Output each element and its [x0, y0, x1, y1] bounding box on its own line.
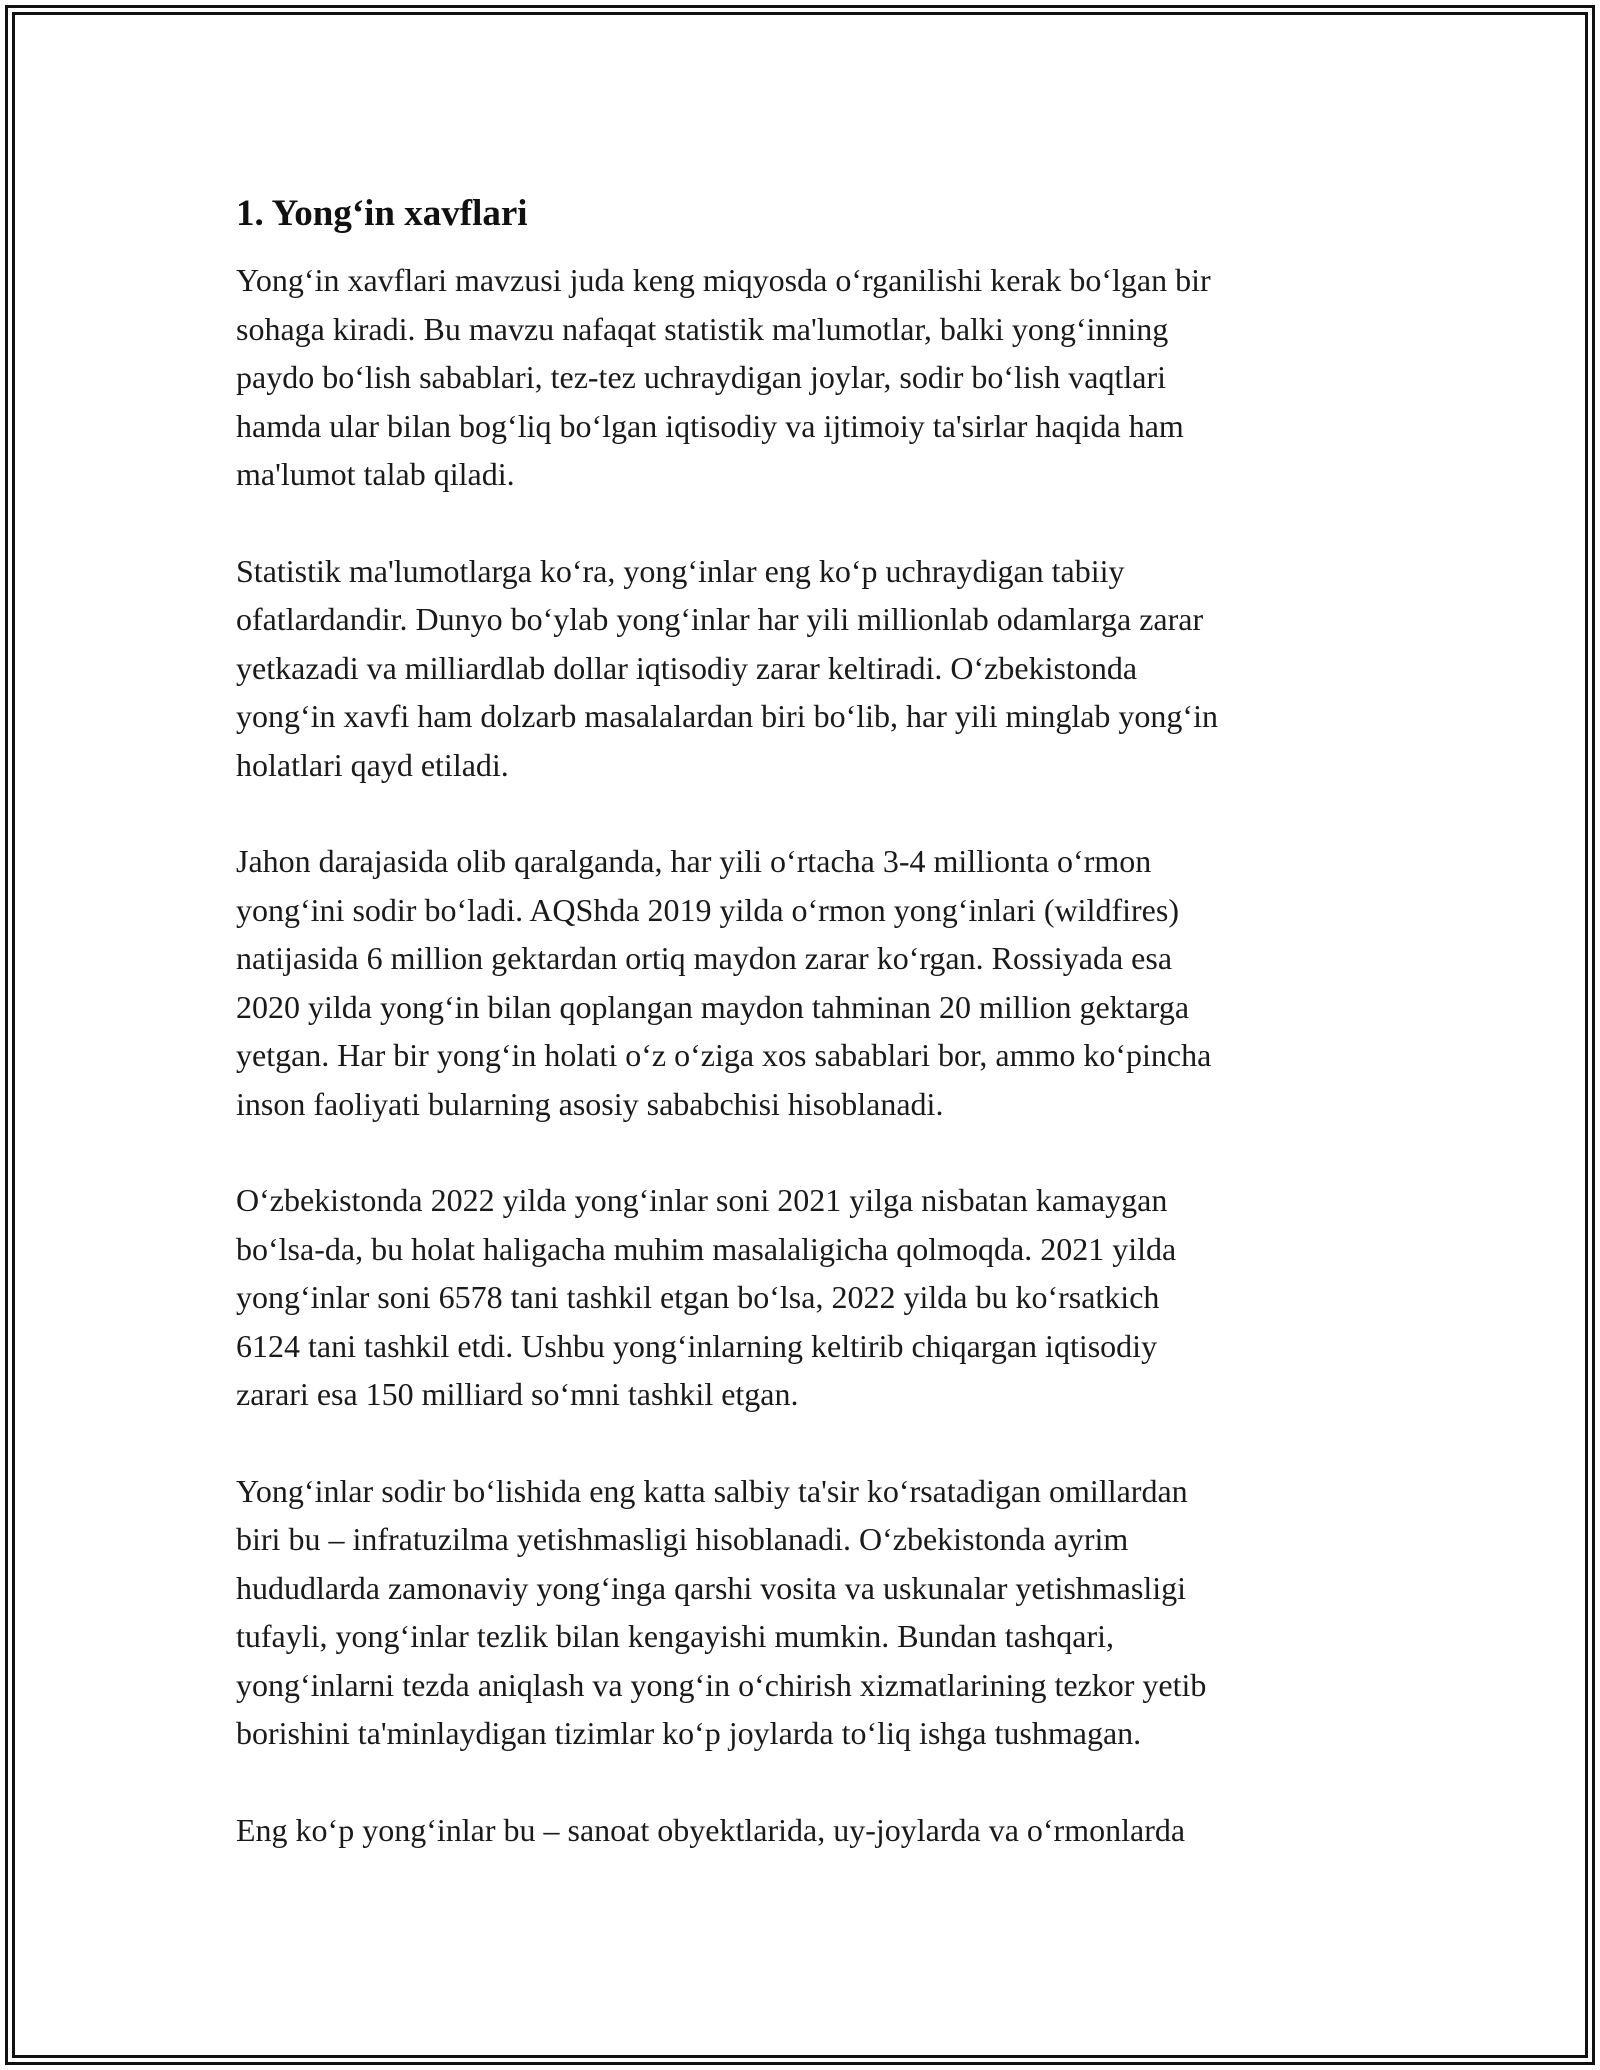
paragraph-5 — [236, 1467, 1386, 1758]
paragraph-line: Yong‘inlar sodir bo‘lishida eng katta salbiy ta'sir ko‘rsatadigan omillardan — [236, 1472, 1188, 1509]
paragraph-line: 6124 tani tashkil etdi. Ushbu yong‘inlarning keltirib chiqargan iqtisodiy — [236, 1327, 1158, 1364]
section-heading: 1. Yong‘in xavflari — [236, 193, 528, 234]
paragraph-line: paydo bo‘lish sabablari, tez-tez uchraydigan joylar, sodir bo‘lish vaqtlari — [236, 359, 1166, 395]
paragraph-line: tufayli, yong‘inlar tezlik bilan kengayishi mumkin. Bundan tashqari, — [236, 1618, 1115, 1654]
paragraph-line: inson faoliyati bularning asosiy sababchisi hisoblanadi. — [236, 1085, 944, 1122]
paragraph-1 — [236, 256, 1386, 499]
paragraph-line: borishini ta'minlaydigan tizimlar ko‘p joylarda to‘liq ishga tushmagan. — [236, 1715, 1142, 1751]
paragraph-line: bo‘lsa-da, bu holat haligacha muhim masalaligicha qolmoqda. 2021 yilda — [236, 1230, 1177, 1267]
paragraph-line: yong‘in xavfi ham dolzarb masalalardan biri bo‘lib, har yili minglab yong‘in — [236, 698, 1218, 734]
document-body — [236, 186, 1386, 1902]
paragraph-line: ofatlardandir. Dunyo bo‘ylab yong‘inlar har yili millionlab odamlarga zarar — [236, 601, 1204, 637]
paragraph-line: Statistik ma'lumotlarga ko‘ra, yong‘inlar eng ko‘p uchraydigan tabiiy — [236, 552, 1125, 589]
paragraph-line: zarari esa 150 milliard so‘mni tashkil etgan. — [236, 1376, 799, 1412]
paragraph-line: yong‘inlar soni 6578 tani tashkil etgan bo‘lsa, 2022 yilda bu ko‘rsatkich — [236, 1279, 1160, 1315]
paragraph-line: natijasida 6 million gektardan ortiq maydon zarar ko‘rgan. Rossiyada esa — [236, 940, 1173, 976]
paragraph-line: hamda ular bilan bog‘liq bo‘lgan iqtisodiy va ijtimoiy ta'sirlar haqida ham — [236, 407, 1184, 444]
paragraph-line: sohaga kiradi. Bu mavzu nafaqat statistik ma'lumotlar, balki yong‘inning — [236, 310, 1169, 347]
paragraph-line: biri bu – infratuzilma yetishmasligi hisoblanadi. O‘zbekistonda ayrim — [236, 1521, 1129, 1557]
paragraph-line: holatlari qayd etiladi. — [236, 746, 509, 783]
paragraph-line: yong‘ini sodir bo‘ladi. AQShda 2019 yilda o‘rmon yong‘inlari (wildfires) — [236, 891, 1179, 928]
paragraph-line: O‘zbekistonda 2022 yilda yong‘inlar soni 2021 yilga nisbatan kamaygan — [236, 1182, 1168, 1218]
paragraph-line: hududlarda zamonaviy yong‘inga qarshi vosita va uskunalar yetishmasligi — [236, 1569, 1186, 1606]
paragraph-3 — [236, 837, 1386, 1128]
paragraph-line: Eng ko‘p yong‘inlar bu – sanoat obyektlarida, uy-joylarda va o‘rmonlarda — [236, 1811, 1186, 1848]
paragraph-line: 2020 yilda yong‘in bilan qoplangan maydon tahminan 20 million gektarga — [236, 988, 1190, 1025]
paragraph-6 — [236, 1806, 1386, 1855]
paragraph-line: Jahon darajasida olib qaralganda, har yili o‘rtacha 3-4 millionta o‘rmon — [236, 843, 1152, 879]
paragraph-line: yetkazadi va milliardlab dollar iqtisodiy zarar keltiradi. O‘zbekistonda — [236, 649, 1138, 686]
paragraph-2 — [236, 547, 1386, 790]
paragraph-line: yetgan. Har bir yong‘in holati o‘z o‘ziga xos sabablari bor, ammo ko‘pincha — [236, 1037, 1212, 1073]
paragraph-line: yong‘inlarni tezda aniqlash va yong‘in o‘chirish xizmatlarining tezkor yetib — [236, 1666, 1207, 1703]
paragraph-line: Yong‘in xavflari mavzusi juda keng miqyosda o‘rganilishi kerak bo‘lgan bir — [236, 262, 1211, 298]
paragraph-line: ma'lumot talab qiladi. — [236, 456, 515, 492]
paragraph-4 — [236, 1176, 1386, 1419]
